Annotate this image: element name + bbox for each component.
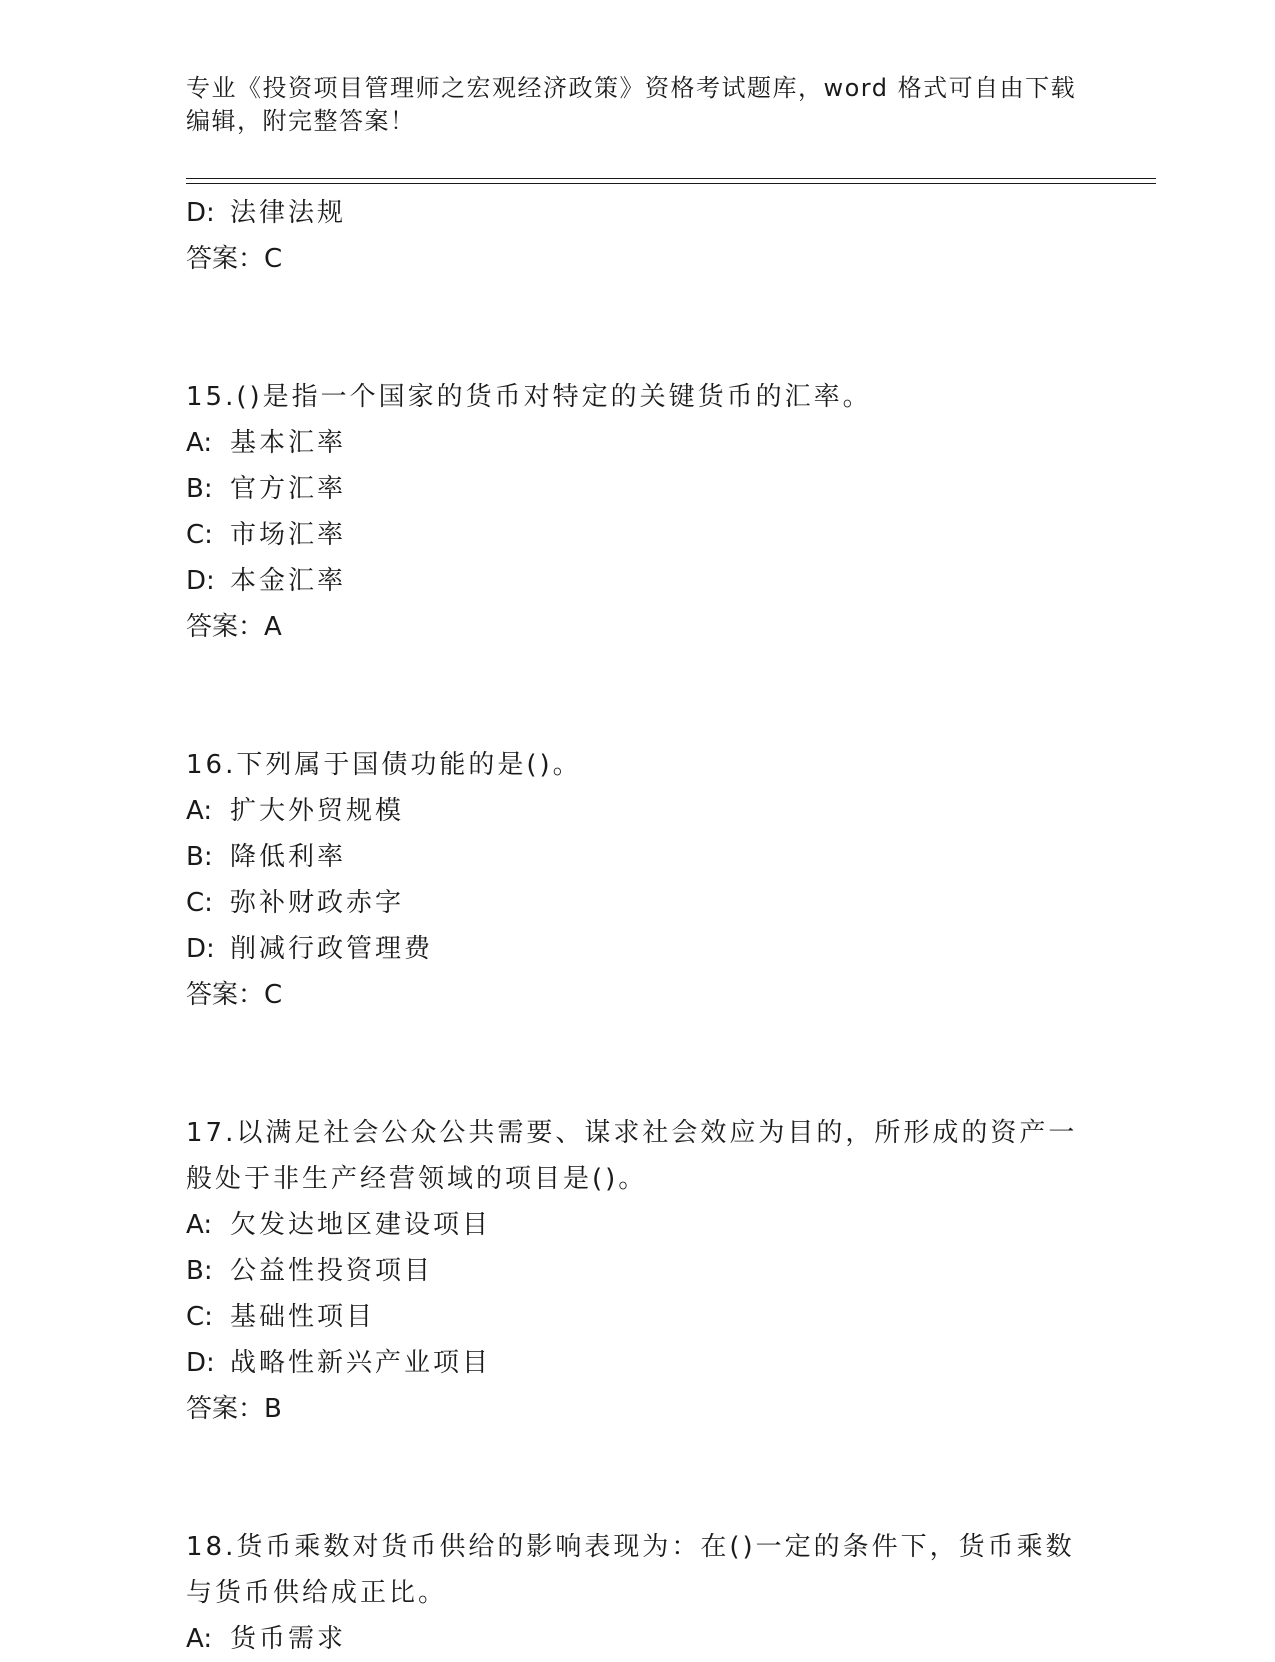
option-d: D: 本金汇率 — [186, 566, 347, 596]
question-stem-line: 与货币供给成正比。 — [186, 1578, 448, 1608]
header-rule-top — [186, 178, 1156, 179]
option-a: A: 基本汇率 — [186, 428, 347, 458]
document-header: 专业《投资项目管理师之宏观经济政策》资格考试题库，word 格式可自由下载编辑，附完整答案！ — [186, 74, 1077, 135]
answer: 答案：A — [186, 612, 282, 642]
option-d: D: 削减行政管理费 — [186, 934, 434, 964]
option-c: C: 基础性项目 — [186, 1302, 376, 1332]
option-c: C: 市场汇率 — [186, 520, 347, 550]
option-d: D: 战略性新兴产业项目 — [186, 1348, 492, 1378]
option-b: B: 官方汇率 — [186, 474, 347, 504]
option-d: D: 法律法规 — [186, 198, 347, 228]
option-a: A: 欠发达地区建设项目 — [186, 1210, 492, 1240]
header-rule-bottom — [186, 183, 1156, 184]
answer: 答案：C — [186, 980, 283, 1010]
question-stem: 15.()是指一个国家的货币对特定的关键货币的汇率。 — [186, 382, 872, 412]
answer: 答案：C — [186, 244, 283, 274]
question-stem: 16.下列属于国债功能的是()。 — [186, 750, 582, 780]
option-a: A: 货币需求 — [186, 1624, 347, 1654]
option-a: A: 扩大外贸规模 — [186, 796, 405, 826]
question-stem-line: 18.货币乘数对货币供给的影响表现为：在()一定的条件下，货币乘数 — [186, 1532, 1075, 1562]
option-b: B: 降低利率 — [186, 842, 347, 872]
question-stem-line: 般处于非生产经营领域的项目是()。 — [186, 1164, 648, 1194]
answer: 答案：B — [186, 1394, 282, 1424]
question-stem-line: 17.以满足社会公众公共需要、谋求社会效应为目的，所形成的资产一 — [186, 1118, 1078, 1148]
option-b: B: 公益性投资项目 — [186, 1256, 434, 1286]
option-c: C: 弥补财政赤字 — [186, 888, 405, 918]
document-body — [186, 190, 1086, 1662]
